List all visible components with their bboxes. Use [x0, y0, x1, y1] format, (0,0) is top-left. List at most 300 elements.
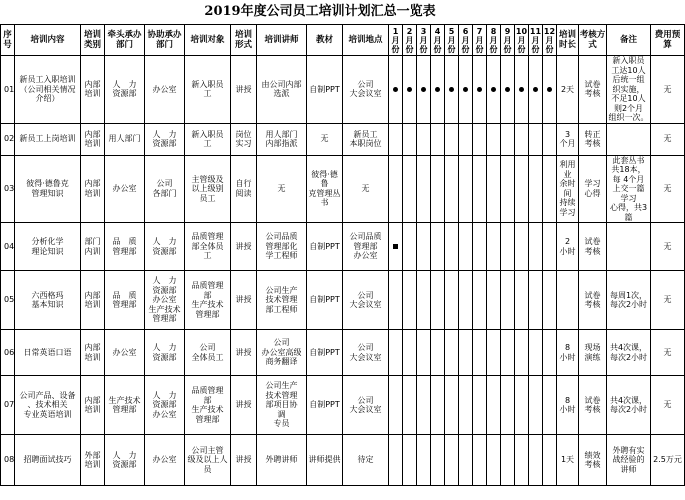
cell-location	[343, 330, 389, 376]
cell-lecturer	[257, 223, 307, 271]
header-cell-month: 2月份	[403, 25, 417, 56]
cell-assessment	[579, 123, 607, 155]
cell-month-7	[473, 56, 487, 124]
cell-text: 主管级及 以上级别 员工	[191, 174, 224, 203]
cell-month-9	[501, 376, 515, 435]
cell-text: 外聘讲师	[265, 455, 298, 465]
cell-month-2	[403, 123, 417, 155]
cell-month-1	[389, 155, 403, 223]
cell-month-10	[515, 155, 529, 223]
cell-month-5	[445, 56, 459, 124]
cell-no	[1, 223, 15, 271]
cell-no	[1, 330, 15, 376]
cell-month-11	[529, 271, 543, 330]
cell-month-12	[543, 155, 557, 223]
cell-text: 外聘有实 战经验的 讲师	[612, 445, 645, 474]
cell-month-3	[417, 56, 431, 124]
cell-duration	[557, 435, 579, 486]
cell-text: 日常英语口语	[23, 347, 72, 357]
cell-location	[343, 123, 389, 155]
header-cell: 费用预算	[651, 25, 685, 56]
cell-text: 试卷 考核	[584, 290, 601, 309]
cell-assist-dept	[145, 123, 185, 155]
cell-month-6	[459, 223, 473, 271]
cell-month-3	[417, 376, 431, 435]
cell-target	[185, 330, 231, 376]
cell-text: 讲授	[235, 84, 252, 94]
cell-text: 新员工 本职岗位	[349, 129, 382, 148]
cell-lecturer	[257, 56, 307, 124]
cell-text: 自制PPT	[309, 347, 340, 357]
schedule-dot-icon	[421, 87, 426, 92]
cell-text: 无	[663, 134, 672, 144]
cell-assessment	[579, 223, 607, 271]
cell-text: 07	[4, 400, 15, 410]
table-row	[1, 271, 685, 330]
cell-text: 无	[663, 400, 672, 410]
cell-text: 试卷 考核	[584, 79, 601, 99]
cell-assessment	[579, 435, 607, 486]
cell-month-2	[403, 56, 417, 124]
cell-target	[185, 56, 231, 124]
cell-month-8	[487, 330, 501, 376]
schedule-dot-icon	[547, 87, 552, 92]
cell-month-3	[417, 271, 431, 330]
header-cell: 培训讲师	[257, 25, 307, 56]
cell-text: 公司主管 级及以上人 员	[187, 445, 228, 474]
cell-budget	[651, 123, 685, 155]
header-cell: 培训对象	[185, 25, 231, 56]
cell-text: 8 小时	[559, 395, 576, 414]
cell-text: 分析化学 理论知识	[31, 237, 64, 256]
cell-text: 内部 培训	[84, 343, 101, 362]
cell-assist-dept	[145, 223, 185, 271]
cell-form	[231, 435, 257, 486]
cell-text: 公司品质 管理部化 学工程师	[265, 232, 298, 261]
cell-text: 绩效 考核	[584, 450, 601, 469]
cell-text: 人 力 资源部	[152, 129, 177, 148]
header-cell-month: 5月份	[445, 25, 459, 56]
cell-month-2	[403, 223, 417, 271]
schedule-dot-icon	[533, 87, 538, 92]
cell-form	[231, 271, 257, 330]
cell-form	[231, 155, 257, 223]
cell-month-3	[417, 223, 431, 271]
cell-assessment	[579, 155, 607, 223]
cell-text: 讲授	[235, 455, 252, 465]
cell-text: 现场 演练	[584, 343, 601, 362]
cell-month-6	[459, 271, 473, 330]
cell-month-3	[417, 435, 431, 486]
cell-text: 办公室	[112, 347, 137, 357]
cell-remark	[607, 271, 651, 330]
header-cell-month: 12月份	[543, 26, 556, 54]
cell-text: 新入职员 工	[191, 129, 224, 148]
cell-text: 新入职员 工达10人 后统一组 织实施， 不足10人 则2个月 组织一次。	[608, 56, 649, 122]
cell-text: 由公司内部 选派	[261, 79, 302, 99]
cell-month-11	[529, 155, 543, 223]
header-cell: 协助承办部门	[145, 25, 185, 56]
header-cell-month: 4月份	[431, 25, 445, 56]
cell-assessment	[579, 271, 607, 330]
cell-text: 利用业 余时间 持续 学习	[559, 160, 576, 217]
cell-assist-dept	[145, 56, 185, 124]
cell-material	[307, 435, 343, 486]
table-row	[1, 435, 685, 486]
cell-lecturer	[257, 330, 307, 376]
header-cell-month: 9月份	[501, 25, 515, 56]
schedule-dot-icon	[491, 87, 496, 92]
cell-lead-dept	[105, 435, 145, 486]
cell-month-12	[543, 123, 557, 155]
table-body	[1, 56, 685, 486]
table-row	[1, 223, 685, 271]
cell-location	[343, 56, 389, 124]
cell-text: 公司 大会议室	[349, 79, 382, 99]
cell-lecturer	[257, 271, 307, 330]
header-cell-month: 6月份	[459, 25, 473, 56]
cell-text: 讲师提供	[308, 455, 341, 465]
table-row	[1, 56, 685, 124]
cell-category	[81, 376, 105, 435]
cell-month-11	[529, 223, 543, 271]
cell-budget	[651, 56, 685, 124]
cell-lead-dept	[105, 123, 145, 155]
header-cell-month: 3月份	[417, 25, 431, 56]
cell-month-9	[501, 271, 515, 330]
cell-text: 公司生产 技术管理 部项目协 调 专员	[265, 381, 298, 429]
cell-text: 06	[4, 347, 15, 357]
cell-month-11	[529, 56, 543, 124]
table-row	[1, 330, 685, 376]
table-row	[1, 155, 685, 223]
page-title: 2019年度公司员工培训计划汇总一览表	[204, 4, 436, 19]
cell-duration	[557, 330, 579, 376]
cell-month-12	[543, 56, 557, 124]
cell-month-7	[473, 330, 487, 376]
cell-location	[343, 223, 389, 271]
cell-text: 无	[663, 347, 672, 357]
cell-month-8	[487, 271, 501, 330]
cell-month-2	[403, 435, 417, 486]
cell-assist-dept	[145, 435, 185, 486]
cell-text: 01	[4, 84, 15, 94]
cell-month-5	[445, 223, 459, 271]
cell-text: 公司生产 技术管理 部工程师	[265, 285, 298, 314]
cell-month-1	[389, 56, 403, 124]
cell-month-11	[529, 435, 543, 486]
cell-text: 试卷 考核	[584, 395, 601, 414]
cell-assist-dept	[145, 155, 185, 223]
cell-assist-dept	[145, 271, 185, 330]
cell-budget	[651, 376, 685, 435]
cell-no	[1, 376, 15, 435]
cell-text: 生产技术 管理部	[108, 395, 141, 414]
header-cell: 培训形式	[231, 25, 257, 56]
cell-month-8	[487, 376, 501, 435]
cell-text: 03	[4, 184, 15, 193]
cell-month-2	[403, 271, 417, 330]
header-cell-month: 11月份	[529, 26, 542, 54]
cell-target	[185, 155, 231, 223]
cell-text: 内部 培训	[84, 79, 101, 99]
cell-month-1	[389, 435, 403, 486]
cell-no	[1, 435, 15, 486]
cell-text: 每周1次， 每次2小时	[609, 290, 648, 309]
cell-month-9	[501, 330, 515, 376]
cell-month-6	[459, 330, 473, 376]
cell-text: 2天	[560, 84, 575, 94]
schedule-dot-icon	[449, 87, 454, 92]
cell-month-10	[515, 223, 529, 271]
cell-month-9	[501, 56, 515, 124]
cell-text: 新入职员 工	[191, 79, 224, 99]
cell-text: 08	[4, 455, 15, 465]
cell-month-3	[417, 123, 431, 155]
cell-text: 8 小时	[559, 343, 576, 362]
cell-month-4	[431, 155, 445, 223]
cell-month-7	[473, 223, 487, 271]
cell-text: 自制PPT	[309, 84, 340, 94]
cell-budget	[651, 155, 685, 223]
cell-month-11	[529, 123, 543, 155]
cell-month-2	[403, 330, 417, 376]
cell-content	[15, 56, 81, 124]
cell-text: 岗位 实习	[235, 129, 252, 148]
cell-category	[81, 223, 105, 271]
cell-month-3	[417, 155, 431, 223]
cell-duration	[557, 223, 579, 271]
cell-month-4	[431, 223, 445, 271]
cell-text: 02	[4, 134, 15, 144]
cell-month-8	[487, 56, 501, 124]
cell-month-8	[487, 155, 501, 223]
cell-month-2	[403, 155, 417, 223]
cell-form	[231, 56, 257, 124]
cell-no	[1, 155, 15, 223]
cell-assessment	[579, 330, 607, 376]
cell-no	[1, 56, 15, 124]
cell-text: 彼得·德鲁 克管理丛书	[308, 169, 341, 208]
cell-text: 讲授	[235, 347, 252, 357]
cell-text: 自制PPT	[309, 241, 340, 251]
cell-lead-dept	[105, 271, 145, 330]
cell-month-8	[487, 435, 501, 486]
cell-text: 公司 办公室高级 商务翻译	[261, 338, 302, 367]
cell-text: 六西格玛 基本知识	[31, 290, 64, 309]
cell-text: 品质管理 部全体员 工	[191, 232, 224, 261]
cell-text: 公司 大会议室	[349, 395, 382, 414]
cell-remark	[607, 330, 651, 376]
cell-month-7	[473, 435, 487, 486]
cell-lecturer	[257, 435, 307, 486]
header-cell-month: 7月份	[473, 25, 487, 56]
cell-month-5	[445, 123, 459, 155]
cell-month-10	[515, 435, 529, 486]
cell-text: 自制PPT	[309, 295, 340, 305]
cell-text: 办公室	[152, 455, 177, 465]
cell-month-2	[403, 376, 417, 435]
cell-month-12	[543, 435, 557, 486]
cell-text: 品质管理 部 生产技术 管理部	[191, 386, 224, 424]
cell-month-4	[431, 56, 445, 124]
cell-text: 人 力 资源部	[152, 237, 177, 256]
cell-text: 无	[663, 241, 672, 251]
header-cell: 培训类别	[81, 25, 105, 56]
cell-category	[81, 56, 105, 124]
cell-month-9	[501, 155, 515, 223]
cell-text: 新员工上岗培训	[19, 134, 76, 144]
cell-text: 3 个月	[559, 129, 576, 148]
cell-category	[81, 330, 105, 376]
cell-text: 公司 各部门	[152, 179, 177, 198]
table-row	[1, 123, 685, 155]
cell-duration	[557, 376, 579, 435]
cell-text: 内部 培训	[84, 179, 101, 198]
cell-location	[343, 376, 389, 435]
cell-material	[307, 223, 343, 271]
schedule-dot-icon	[435, 87, 440, 92]
cell-month-11	[529, 330, 543, 376]
cell-category	[81, 271, 105, 330]
header-cell: 培训地点	[343, 25, 389, 56]
cell-text: 无	[361, 184, 370, 193]
cell-month-1	[389, 330, 403, 376]
cell-budget	[651, 271, 685, 330]
cell-text: 无	[663, 184, 672, 193]
cell-target	[185, 376, 231, 435]
cell-text: 公司 全体员工	[191, 343, 224, 362]
cell-text: 招聘面试技巧	[23, 455, 72, 465]
cell-month-3	[417, 330, 431, 376]
cell-lecturer	[257, 376, 307, 435]
schedule-dot-icon	[407, 87, 412, 92]
cell-text: 待定	[357, 455, 374, 465]
cell-content	[15, 376, 81, 435]
cell-month-12	[543, 223, 557, 271]
cell-month-10	[515, 271, 529, 330]
cell-month-10	[515, 330, 529, 376]
cell-location	[343, 435, 389, 486]
header-cell: 备注	[607, 25, 651, 56]
cell-text: 人 力 资源部 办公室 生产技术 管理部	[148, 276, 181, 324]
cell-text: 外部 培训	[84, 450, 101, 469]
cell-form	[231, 123, 257, 155]
cell-text: 共4次课， 每次2小时	[609, 395, 648, 414]
cell-month-8	[487, 223, 501, 271]
cell-month-12	[543, 271, 557, 330]
cell-text: 04	[4, 241, 15, 251]
schedule-dot-icon	[505, 87, 510, 92]
cell-assist-dept	[145, 376, 185, 435]
cell-lead-dept	[105, 330, 145, 376]
cell-content	[15, 123, 81, 155]
cell-month-4	[431, 376, 445, 435]
cell-month-6	[459, 155, 473, 223]
cell-month-4	[431, 330, 445, 376]
header-cell-month: 1月份	[389, 25, 403, 56]
cell-assist-dept	[145, 330, 185, 376]
cell-target	[185, 271, 231, 330]
cell-text: 公司 大会议室	[349, 290, 382, 309]
cell-month-12	[543, 330, 557, 376]
cell-text: 办公室	[152, 84, 177, 94]
cell-assessment	[579, 56, 607, 124]
cell-text: 用人部门 内部指派	[265, 129, 298, 148]
cell-text: 内部 培训	[84, 395, 101, 414]
cell-month-5	[445, 435, 459, 486]
cell-month-5	[445, 155, 459, 223]
table-header-row	[1, 25, 685, 56]
cell-month-7	[473, 155, 487, 223]
schedule-dot-icon	[463, 87, 468, 92]
cell-material	[307, 271, 343, 330]
cell-month-5	[445, 376, 459, 435]
cell-month-11	[529, 376, 543, 435]
cell-remark	[607, 223, 651, 271]
schedule-dot-icon	[477, 87, 482, 92]
cell-duration	[557, 56, 579, 124]
cell-month-8	[487, 123, 501, 155]
cell-material	[307, 123, 343, 155]
cell-text: 用人部门	[108, 134, 141, 144]
cell-content	[15, 330, 81, 376]
cell-month-6	[459, 376, 473, 435]
cell-text: 人 力 资源部	[112, 79, 137, 99]
cell-target	[185, 435, 231, 486]
cell-remark	[607, 155, 651, 223]
cell-month-10	[515, 376, 529, 435]
cell-lead-dept	[105, 56, 145, 124]
cell-month-9	[501, 123, 515, 155]
cell-remark	[607, 123, 651, 155]
training-plan-table	[0, 24, 685, 486]
cell-month-7	[473, 123, 487, 155]
cell-month-4	[431, 123, 445, 155]
cell-text: 2.5万元	[653, 455, 682, 465]
cell-text: 办公室	[112, 184, 137, 193]
cell-budget	[651, 223, 685, 271]
cell-text: 品 质 管理部	[112, 237, 137, 256]
header-cell: 培训内容	[15, 25, 81, 56]
schedule-dot-icon	[393, 87, 398, 92]
cell-material	[307, 376, 343, 435]
cell-text: 2 小时	[559, 237, 576, 256]
table-row	[1, 376, 685, 435]
cell-text: 内部 培训	[84, 290, 101, 309]
cell-month-7	[473, 376, 487, 435]
cell-text: 人 力 资源部	[152, 343, 177, 362]
cell-text: 品 质 管理部	[112, 290, 137, 309]
cell-text: 学习 心得	[584, 179, 601, 198]
cell-content	[15, 155, 81, 223]
cell-lecturer	[257, 155, 307, 223]
cell-category	[81, 155, 105, 223]
cell-category	[81, 123, 105, 155]
cell-month-10	[515, 123, 529, 155]
cell-text: 自制PPT	[309, 400, 340, 410]
cell-month-1	[389, 223, 403, 271]
header-cell: 教材	[307, 25, 343, 56]
cell-duration	[557, 155, 579, 223]
cell-month-6	[459, 435, 473, 486]
cell-remark	[607, 56, 651, 124]
cell-month-9	[501, 435, 515, 486]
cell-text: 试卷 考核	[584, 237, 601, 256]
header-cell: 牵头承办部门	[105, 25, 145, 56]
cell-lecturer	[257, 123, 307, 155]
cell-month-5	[445, 330, 459, 376]
